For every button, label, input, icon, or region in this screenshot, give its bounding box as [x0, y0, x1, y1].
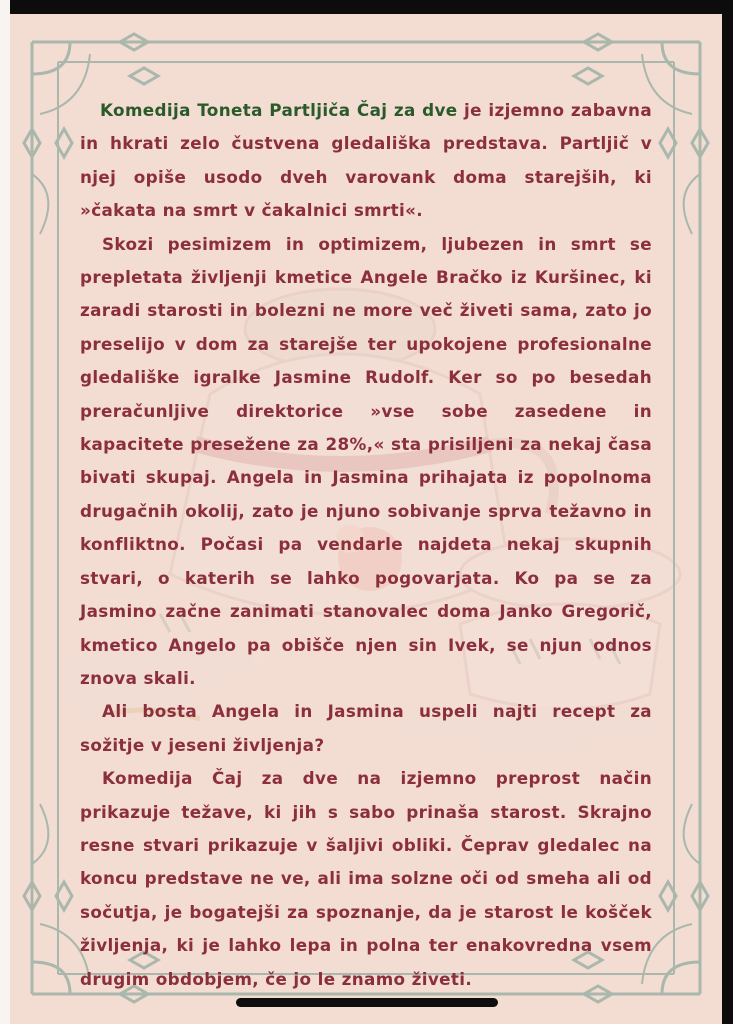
document-page — [10, 14, 722, 1024]
intro-text: je izjemno zabavna in hkrati zelo čustvena gledališka predstava. Partljič v njej opiše usodo dveh varovank doma starejših, ki »čakata na smrt v čakalnici smrti«. — [80, 100, 652, 221]
right-edge — [722, 0, 733, 1024]
article-body — [80, 94, 652, 996]
home-indicator[interactable] — [236, 998, 498, 1007]
paragraph-conclusion: Komedija Čaj za dve na izjemno preprost način prikazuje težave, ki jih s sabo prinaša starost. Skrajno resne stvari prikazuje v šaljivi obliki. Čeprav gledalec na koncu predstave ne ve, ali ima solzne oči od smeha ali od sočutja, je bogatejši za spoznanje, da je starost le košček življenja, ki je lahko lepa in polna ter enakovredna vsem drugim obdobjem, če jo le znamo živeti. — [80, 768, 652, 989]
paragraph-question: Ali bosta Angela in Jasmina uspeli najti recept za sožitje v jeseni življenja? — [80, 701, 652, 755]
top-bar — [0, 0, 733, 12]
play-title: Komedija Toneta Partljiča Čaj za dve — [100, 100, 458, 120]
paragraph-intro — [80, 94, 652, 228]
left-edge — [0, 0, 10, 1024]
paragraph-plot: Skozi pesimizem in optimizem, ljubezen in smrt se prepletata življenji kmetice Angele Bračko iz Kuršinec, ki zaradi starosti in bolezni ne more več živeti sama, zato jo preselijo v dom za starejše ter upokojene profesionalne gledališke igralke Jasmine Rudolf. Ker so po besedah preračunljive direktorice »vse sobe zasedene in kapacitete presežene za 28%,« sta prisiljeni za nekaj časa bivati skupaj. Angela in Jasmina prihajata iz popolnoma drugačnih okolij, zato je njuno sobivanje sprva težavno in konfliktno. Počasi pa vendarle najdeta nekaj skupnih stvari, o katerih se lahko pogovarjata. Ko pa se za Jasmino začne zanimati stanovalec doma Janko Gregorič, kmetico Angelo pa obišče njen sin Ivek, se njun odnos znova skali. — [80, 233, 652, 688]
